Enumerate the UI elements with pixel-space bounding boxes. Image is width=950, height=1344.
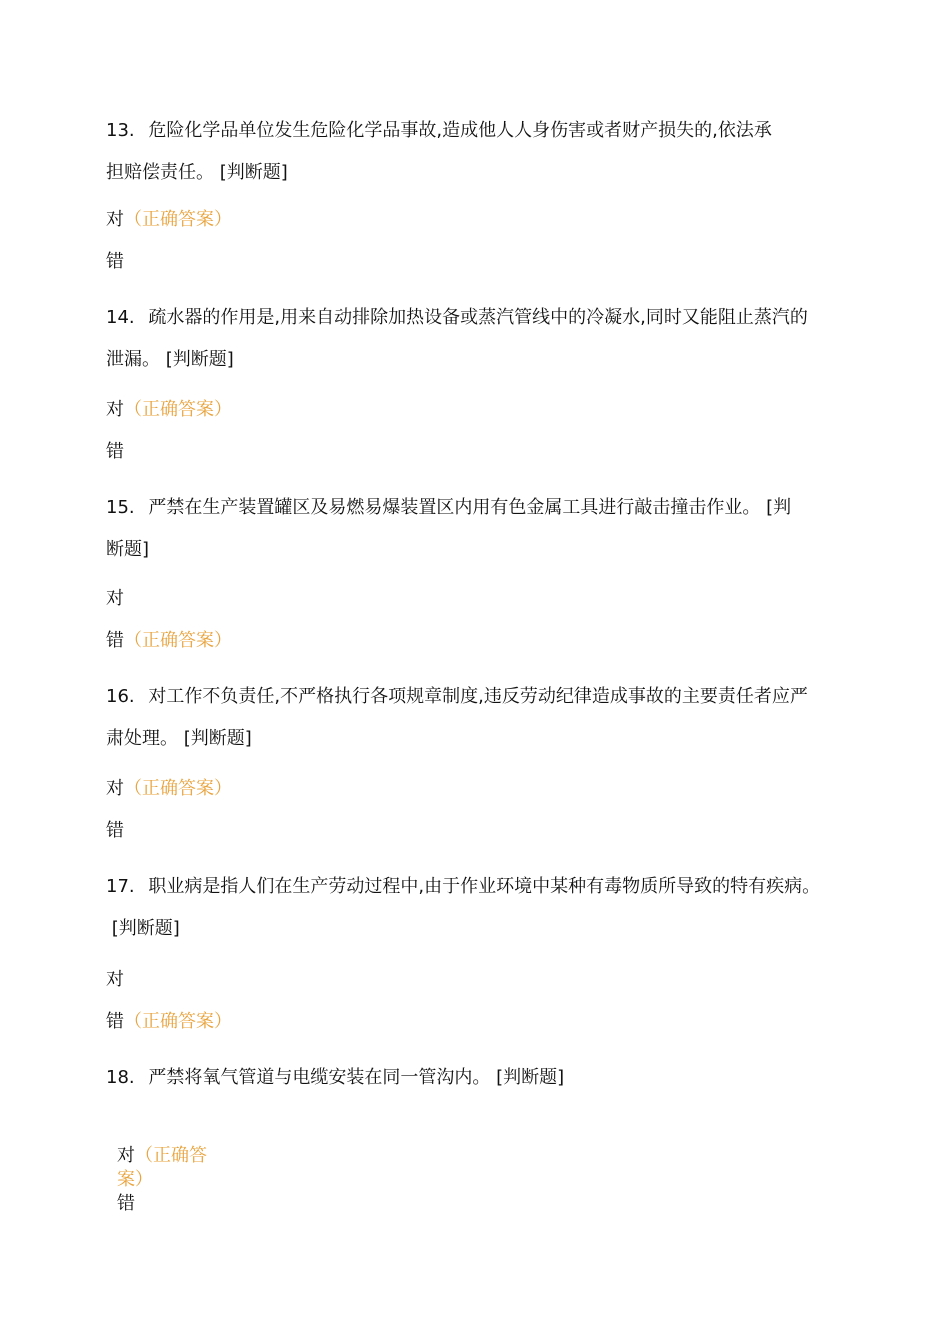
option-true[interactable] (106, 587, 124, 611)
question-line: 断题] (106, 539, 150, 560)
option-false[interactable] (117, 1192, 135, 1216)
option-true[interactable] (106, 208, 232, 232)
option-label: 错 (117, 1193, 135, 1214)
question-line (106, 685, 808, 709)
option-false[interactable] (106, 629, 232, 653)
option-label: 对 (106, 399, 124, 420)
option-label: 对 (106, 588, 124, 609)
question-line: [判断题] (106, 918, 180, 939)
question-number: 16. (106, 686, 135, 707)
question-text: 严禁在生产装置罐区及易燃易爆装置区内用有色金属工具进行敲击撞击作业。 [判 (148, 497, 792, 518)
question-line (106, 119, 772, 143)
correct-answer-mark: （正确答案） (124, 209, 232, 230)
option-label: 错 (106, 1011, 124, 1032)
question-line (106, 1066, 564, 1090)
question-number: 13. (106, 120, 135, 141)
option-true[interactable] (106, 968, 124, 992)
question-text: 对工作不负责任,不严格执行各项规章制度,违反劳动纪律造成事故的主要责任者应严 (148, 686, 808, 707)
question-line: 肃处理。 [判断题] (106, 728, 252, 749)
correct-answer-mark-continued: 案） (117, 1169, 153, 1190)
option-true[interactable] (106, 398, 232, 422)
question-number: 18. (106, 1067, 135, 1088)
option-label: 错 (106, 251, 124, 272)
correct-answer-mark: （正确答案） (124, 1011, 232, 1032)
question-text: 严禁将氧气管道与电缆安装在同一管沟内。 [判断题] (148, 1067, 565, 1088)
option-label: 对 (117, 1145, 135, 1166)
question-number: 14. (106, 307, 135, 328)
question-line: 担赔偿责任。 [判断题] (106, 162, 288, 183)
option-label: 错 (106, 441, 124, 462)
question-text: 疏水器的作用是,用来自动排除加热设备或蒸汽管线中的冷凝水,同时又能阻止蒸汽的 (148, 307, 808, 328)
question-line (106, 306, 808, 330)
option-false[interactable] (106, 250, 124, 274)
option-label: 错 (106, 820, 124, 841)
question-number: 17. (106, 876, 135, 897)
question-line: 泄漏。 [判断题] (106, 349, 234, 370)
option-false[interactable] (106, 440, 124, 464)
option-label: 错 (106, 630, 124, 651)
question-text: 职业病是指人们在生产劳动过程中,由于作业环境中某种有毒物质所导致的特有疾病。 (148, 876, 821, 897)
correct-answer-mark: （正确答案） (124, 778, 232, 799)
option-label: 对 (106, 209, 124, 230)
question-line (106, 875, 820, 899)
option-false[interactable] (106, 1010, 232, 1034)
option-label: 对 (106, 778, 124, 799)
question-number: 15. (106, 497, 135, 518)
correct-answer-mark: （正确答案） (124, 630, 232, 651)
option-false[interactable] (106, 819, 124, 843)
option-label: 对 (106, 969, 124, 990)
option-true[interactable] (117, 1144, 207, 1168)
option-true[interactable] (106, 777, 232, 801)
question-text: 危险化学品单位发生危险化学品事故,造成他人人身伤害或者财产损失的,依法承 (148, 120, 772, 141)
correct-answer-mark: （正确答 (135, 1145, 207, 1166)
correct-answer-mark: （正确答案） (124, 399, 232, 420)
question-line (106, 496, 791, 520)
